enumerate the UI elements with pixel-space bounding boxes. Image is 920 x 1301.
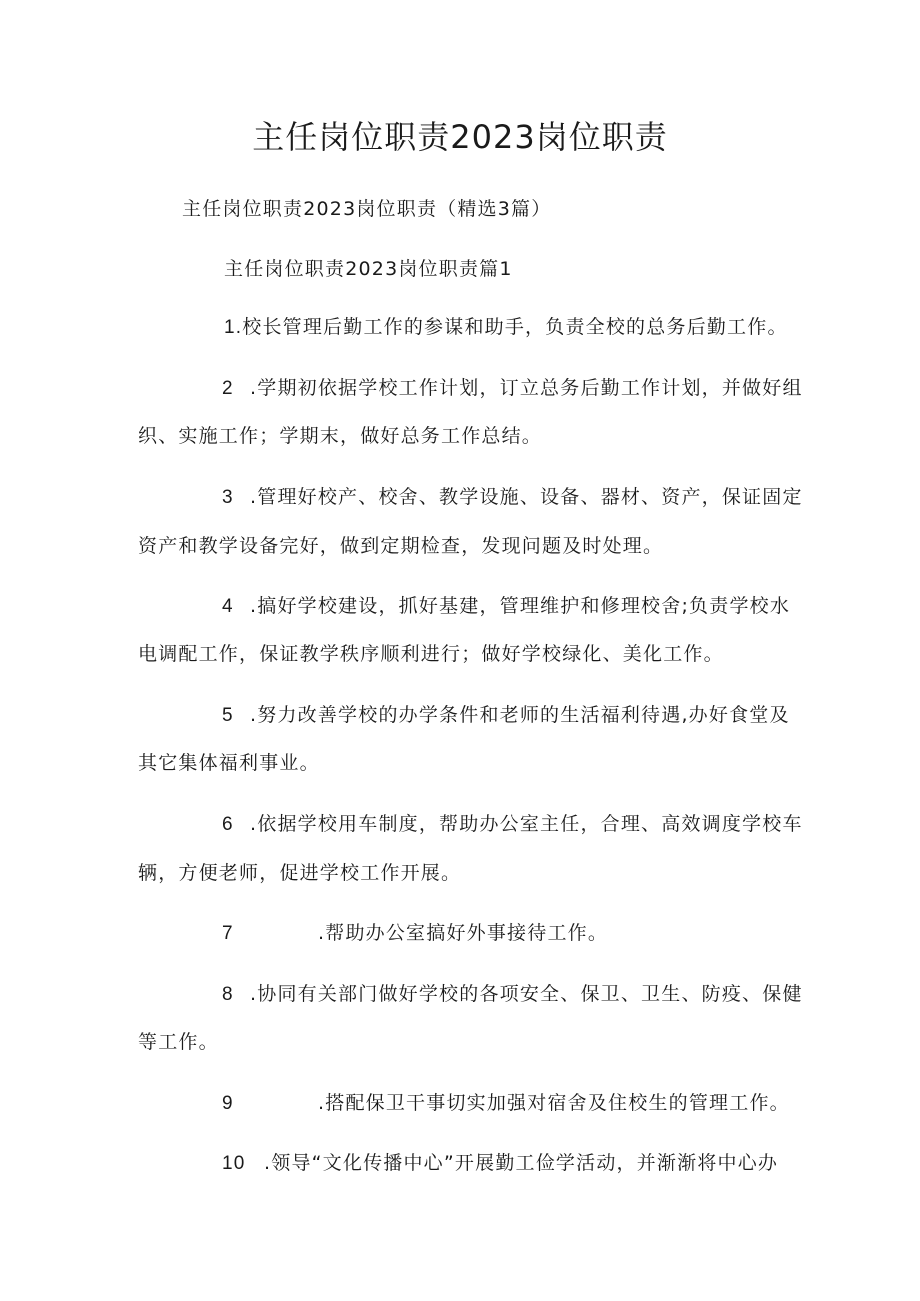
item-number: 6 — [222, 814, 234, 835]
document-title: 主任岗位职责2023岗位职责 — [252, 118, 668, 156]
item-text: .搞好学校建设，抓好基建，管理维护和修理校舍;负责学校水 — [250, 595, 791, 617]
list-item — [222, 593, 790, 620]
item-text-continuation: 织、实施工作；学期末，做好总务工作总结。 — [138, 425, 543, 447]
item-text: .协同有关部门做好学校的各项安全、保卫、卫生、防疫、保健 — [250, 983, 803, 1005]
list-item — [222, 484, 803, 511]
item-number: 1. — [224, 317, 243, 338]
list-item — [222, 1150, 778, 1177]
item-number: 5 — [222, 705, 234, 726]
item-text-continuation: 资产和教学设备完好，做到定期检查，发现问题及时处理。 — [138, 535, 664, 557]
item-number: 9 — [222, 1093, 234, 1114]
document-subtitle: 主任岗位职责2023岗位职责（精选3篇） — [182, 198, 552, 220]
item-text-continuation: 辆，方便老师，促进学校工作开展。 — [138, 862, 462, 884]
list-item — [222, 702, 790, 729]
item-number: 7 — [222, 923, 234, 944]
item-text-continuation: 等工作。 — [138, 1031, 219, 1053]
item-number: 4 — [222, 596, 234, 617]
item-number: 8 — [222, 984, 234, 1005]
item-text: .领导“文化传播中心”开展勤工俭学活动，并渐渐将中心办 — [264, 1152, 779, 1174]
list-item — [222, 375, 803, 402]
item-text: .努力改善学校的办学条件和老师的生活福利待遇,办好食堂及 — [250, 704, 790, 726]
section-heading: 主任岗位职责2023岗位职责篇1 — [224, 258, 513, 280]
list-item — [224, 314, 788, 341]
item-text-continuation: 其它集体福利事业。 — [138, 752, 320, 774]
item-number: 2 — [222, 378, 234, 399]
item-text: .依据学校用车制度，帮助办公室主任，合理、高效调度学校车 — [250, 813, 803, 835]
item-number: 10 — [222, 1153, 246, 1174]
list-item — [222, 920, 608, 947]
list-item — [222, 1090, 790, 1117]
item-text: .帮助办公室搞好外事接待工作。 — [318, 922, 609, 944]
item-text: 校长管理后勤工作的参谋和助手，负责全校的总务后勤工作。 — [242, 316, 788, 338]
item-number: 3 — [222, 487, 234, 508]
list-item — [222, 811, 803, 838]
item-text: .搭配保卫干事切实加强对宿舍及住校生的管理工作。 — [318, 1092, 790, 1114]
item-text-continuation: 电调配工作，保证教学秩序顺利进行；做好学校绿化、美化工作。 — [138, 643, 724, 665]
list-item — [222, 981, 803, 1008]
item-text: .管理好校产、校舍、教学设施、设备、器材、资产，保证固定 — [250, 486, 803, 508]
item-text: .学期初依据学校工作计划，订立总务后勤工作计划，并做好组 — [250, 377, 803, 399]
